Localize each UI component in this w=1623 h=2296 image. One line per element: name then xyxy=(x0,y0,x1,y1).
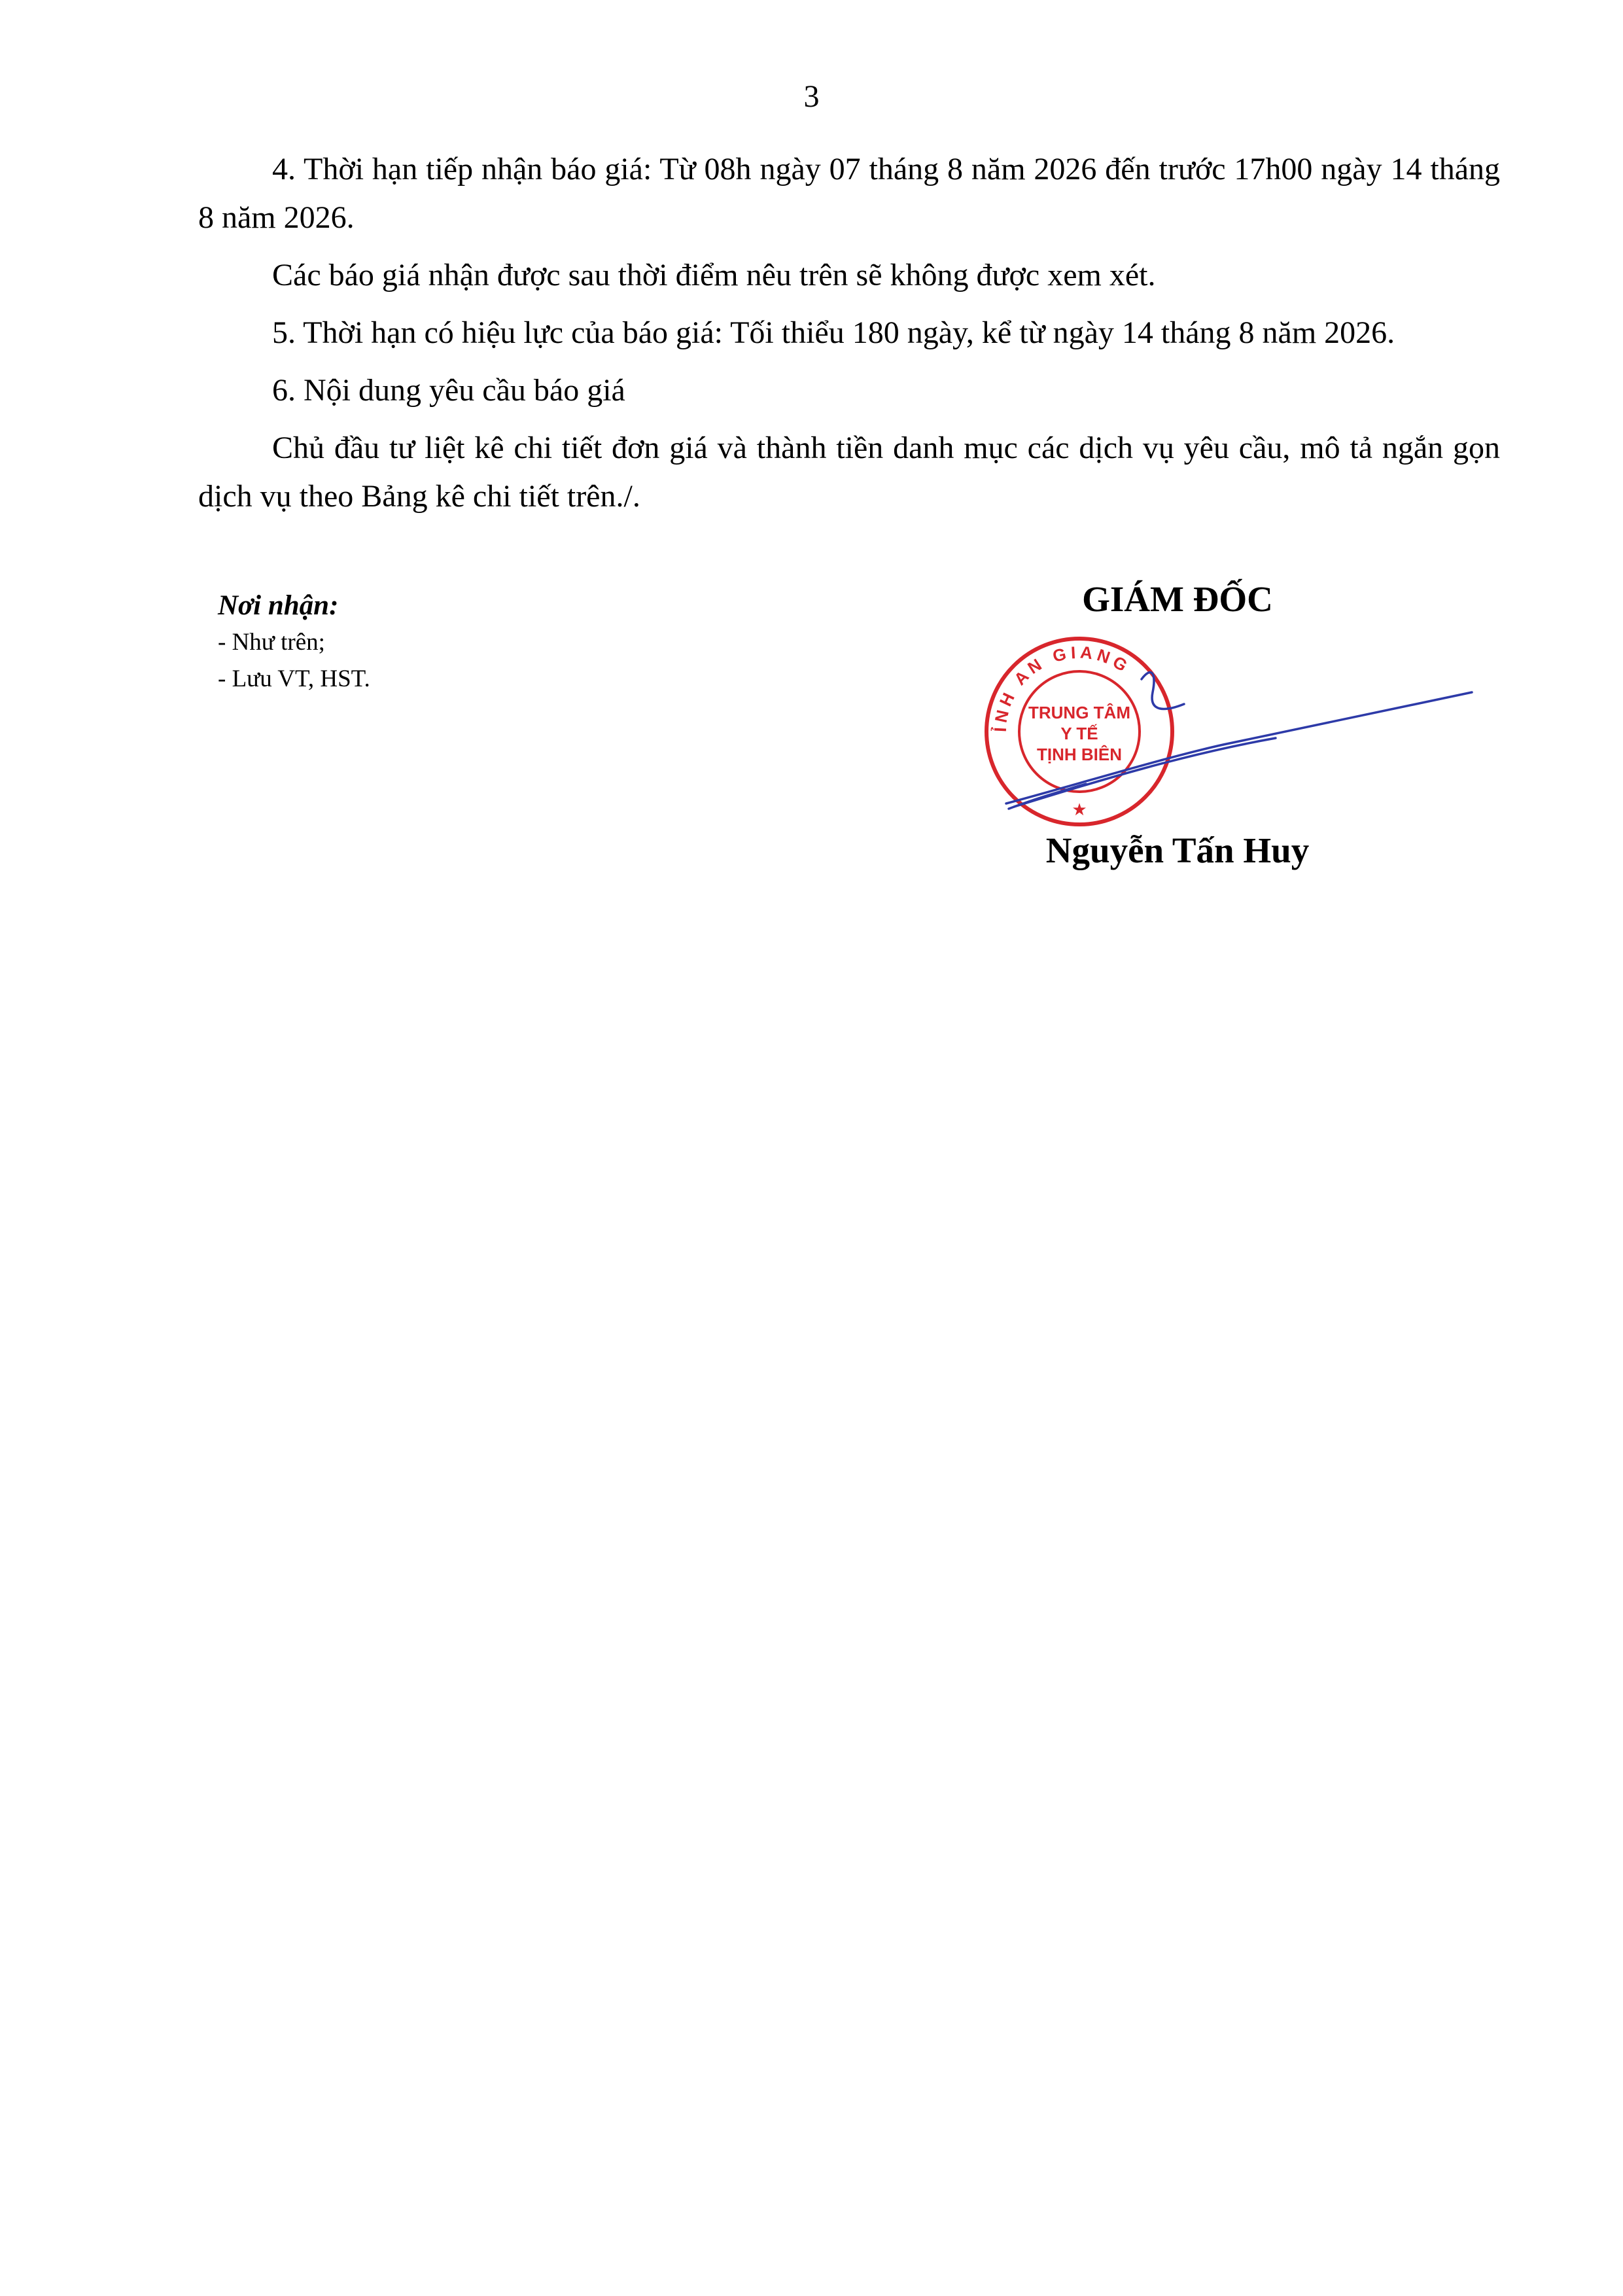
svg-text:TRUNG TÂM: TRUNG TÂM xyxy=(1028,703,1130,722)
svg-text:Y TẾ: Y TẾ xyxy=(1060,724,1098,743)
recipient-item: - Như trên; xyxy=(218,629,325,656)
document-body xyxy=(198,145,1500,530)
paragraph-quote-deadline: 4. Thời hạn tiếp nhận báo giá: Từ 08h ngày 07 tháng 8 năm 2026 đến trước 17h00 ngày 14 tháng 8 năm 2026. xyxy=(198,152,1500,235)
svg-text:SỞ Y TẾ TỈNH AN GIANG: ỈNH AN GIANG xyxy=(990,642,1134,733)
signer-name: Nguyễn Tấn Huy xyxy=(1045,830,1310,870)
paragraph-content-heading: 6. Nội dung yêu cầu báo giá xyxy=(272,373,625,408)
signer-title: GIÁM ĐỐC xyxy=(1082,579,1273,619)
paragraph-late-quotes: Các báo giá nhận được sau thời điểm nêu trên sẽ không được xem xét. xyxy=(272,258,1156,292)
recipient-item: - Lưu VT, HST. xyxy=(218,665,370,692)
signature-block xyxy=(942,576,1413,877)
recipients-block xyxy=(218,588,676,698)
svg-text:TỊNH BIÊN: TỊNH BIÊN xyxy=(1037,745,1122,764)
official-stamp-icon xyxy=(949,620,1492,843)
svg-text:★: ★ xyxy=(1072,800,1087,819)
recipients-title: Nơi nhận: xyxy=(218,590,339,621)
stamp-and-signature xyxy=(949,620,1492,843)
paragraph-quote-validity: 5. Thời hạn có hiệu lực của báo giá: Tối thiểu 180 ngày, kể từ ngày 14 tháng 8 năm 2026. xyxy=(272,315,1395,350)
paragraph-content-requirements: Chủ đầu tư liệt kê chi tiết đơn giá và thành tiền danh mục các dịch vụ yêu cầu, mô tả ngắn gọn dịch vụ theo Bảng kê chi tiết trên./. xyxy=(198,431,1500,514)
page-number: 3 xyxy=(803,79,820,114)
